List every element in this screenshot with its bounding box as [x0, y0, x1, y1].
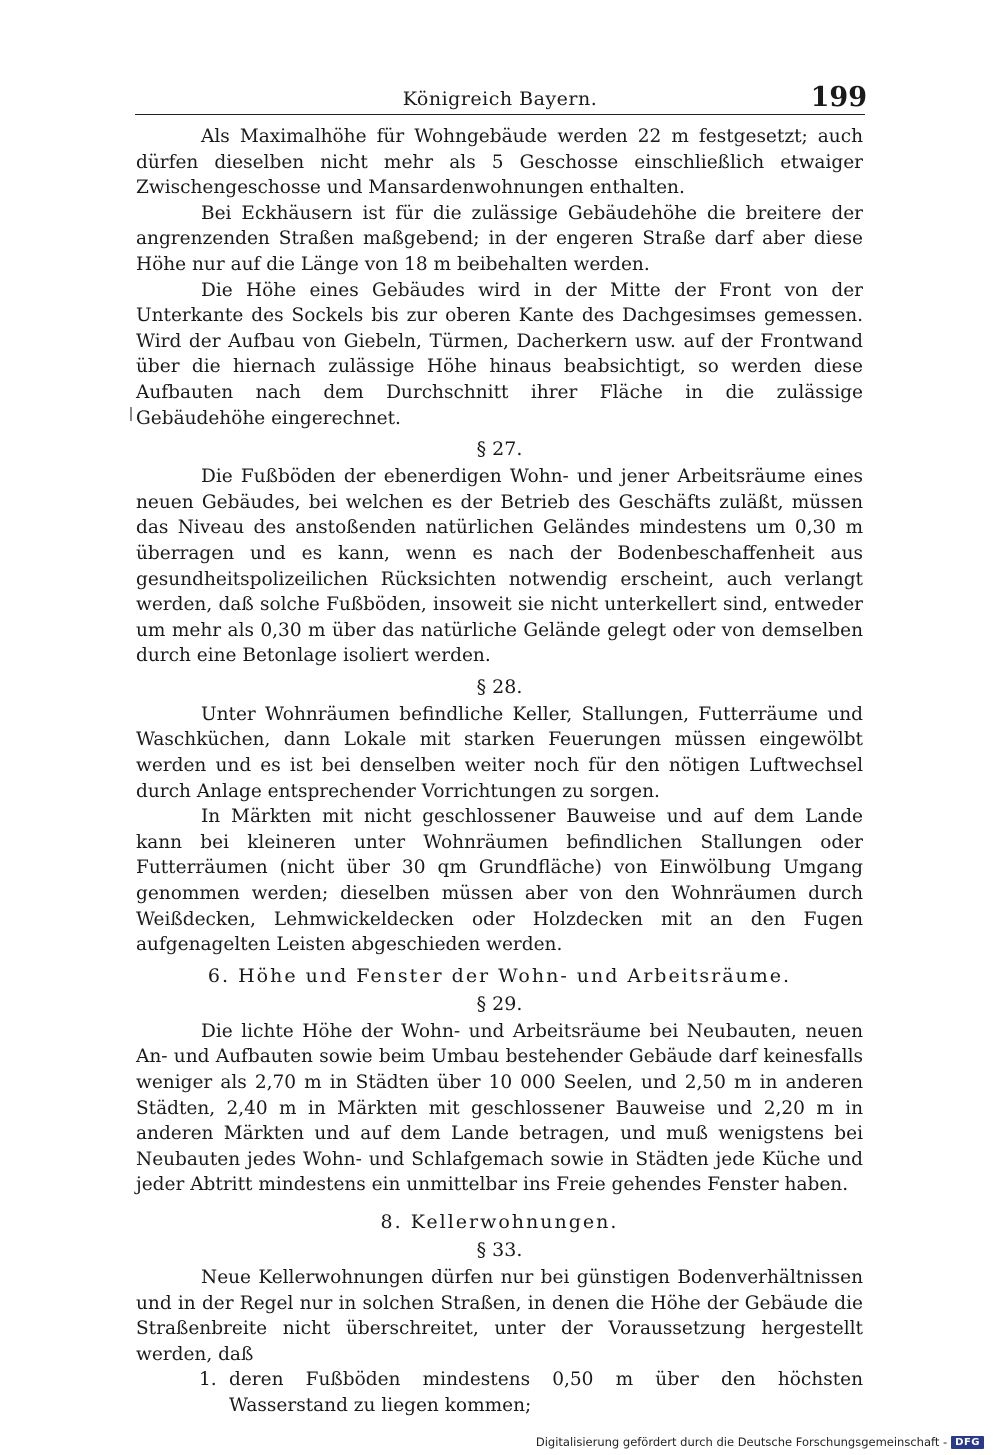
header-rule	[135, 114, 865, 115]
margin-mark	[130, 407, 132, 421]
section-label-29: § 29.	[476, 992, 523, 1015]
section-label-27: § 27.	[476, 438, 523, 461]
page-body	[136, 124, 863, 1419]
section-label-33: § 33.	[476, 1238, 523, 1261]
chapter-heading-6: 6. Höhe und Fenster der Wohn- und Arbeitsräume.	[207, 964, 792, 987]
paragraph: Neue Kellerwohnungen dürfen nur bei günstigen Bodenverhältnissen und in der Regel nur in solchen Straßen, in denen die Höhe der Gebäude die Straßenbreite nicht überschreitet, unter der Voraussetzung hergestellt werden, daß	[136, 1266, 863, 1365]
list-item-text: deren Fußböden mindestens 0,50 m über den höchsten Wasserstand zu liegen kommen;	[229, 1369, 863, 1416]
paragraph: Die Fußböden der ebenerdigen Wohn- und jener Arbeitsräume eines neuen Gebäudes, bei welchen es der Betrieb des Geschäfts zuläßt, müssen das Niveau des anstoßenden natürlichen Geländes mindestens um 0,30 m überragen und es kann, wenn es nach der Bodenbeschaffenheit aus gesundheitspolizeilichen Rücksichten notwendig erscheint, auch verlangt werden, daß solche Fußböden, insoweit sie nicht unterkellert sind, entweder um mehr als 0,30 m über das natürliche Gelände gelegt oder von demselben durch eine Betonlage isoliert werden.	[136, 466, 863, 667]
paragraph: Unter Wohnräumen befindliche Keller, Stallungen, Futterräume und Waschküchen, dann Lokale mit starken Feuerungen müssen eingewölbt werden und es ist bei denselben weiter noch für den nötigen Luftwechsel durch Anlage entsprechender Vorrichtungen zu sorgen.	[136, 703, 863, 802]
digitization-credit	[536, 1435, 984, 1449]
dfg-logo: DFG	[951, 1436, 984, 1449]
list-number: 1.	[199, 1369, 217, 1391]
chapter-heading-8: 8. Kellerwohnungen.	[380, 1210, 619, 1233]
page-header	[135, 84, 865, 114]
paragraph: Die Höhe eines Gebäudes wird in der Mitte der Front von der Unterkante des Sockels bis zur oberen Kante des Dachgesimses gemessen. Wird der Aufbau von Giebeln, Türmen, Dacherkern usw. auf der Frontwand über die hiernach zulässige Höhe hinaus beabsichtigt, so werden diese Aufbauten nach dem Durchschnitt ihrer Fläche in die zulässige Gebäudehöhe eingerechnet.	[136, 279, 863, 429]
paragraph: Als Maximalhöhe für Wohngebäude werden 22 m festgesetzt; auch dürfen dieselben nicht mehr als 5 Geschosse einschließlich etwaiger Zwischengeschosse und Mansardenwohnungen enthalten.	[136, 126, 863, 199]
section-label-28: § 28.	[476, 675, 523, 698]
paragraph: Die lichte Höhe der Wohn- und Arbeitsräume bei Neubauten, neuen An- und Aufbauten sowie beim Umbau bestehender Gebäude darf keinesfalls weniger als 2,70 m in Städten über 10 000 Seelen, und 2,50 m in anderen Städten, 2,40 m in Märkten mit geschlossener Bauweise und 2,20 m in anderen Märkten und auf dem Lande betragen, und muß wenigstens bei Neubauten jedes Wohn- und Schlafgemach sowie in Städten jede Küche und jeder Abtritt mindestens ein unmittelbar ins Freie gehendes Fenster haben.	[136, 1020, 863, 1196]
list-item	[136, 1367, 863, 1418]
running-title: Königreich Bayern.	[402, 88, 598, 110]
credit-text: Digitalisierung gefördert durch die Deutsche Forschungsgemeinschaft -	[535, 1435, 948, 1449]
paragraph: Bei Eckhäusern ist für die zulässige Gebäudehöhe die breitere der angrenzenden Straßen maßgebend; in der engeren Straße darf aber diese Höhe nur auf die Länge von 18 m beibehalten werden.	[136, 202, 863, 275]
page-number: 199	[810, 82, 867, 113]
paragraph: In Märkten mit nicht geschlossener Bauweise und auf dem Lande kann bei kleineren unter Wohnräumen befindlichen Stallungen oder Futterräumen (nicht über 30 qm Grundfläche) von Einwölbung Umgang genommen werden; dieselben müssen aber von den Wohnräumen durch Weißdecken, Lehmwickeldecken oder Holzdecken mit an den Fugen aufgenagelten Leisten abgeschieden werden.	[136, 806, 863, 956]
